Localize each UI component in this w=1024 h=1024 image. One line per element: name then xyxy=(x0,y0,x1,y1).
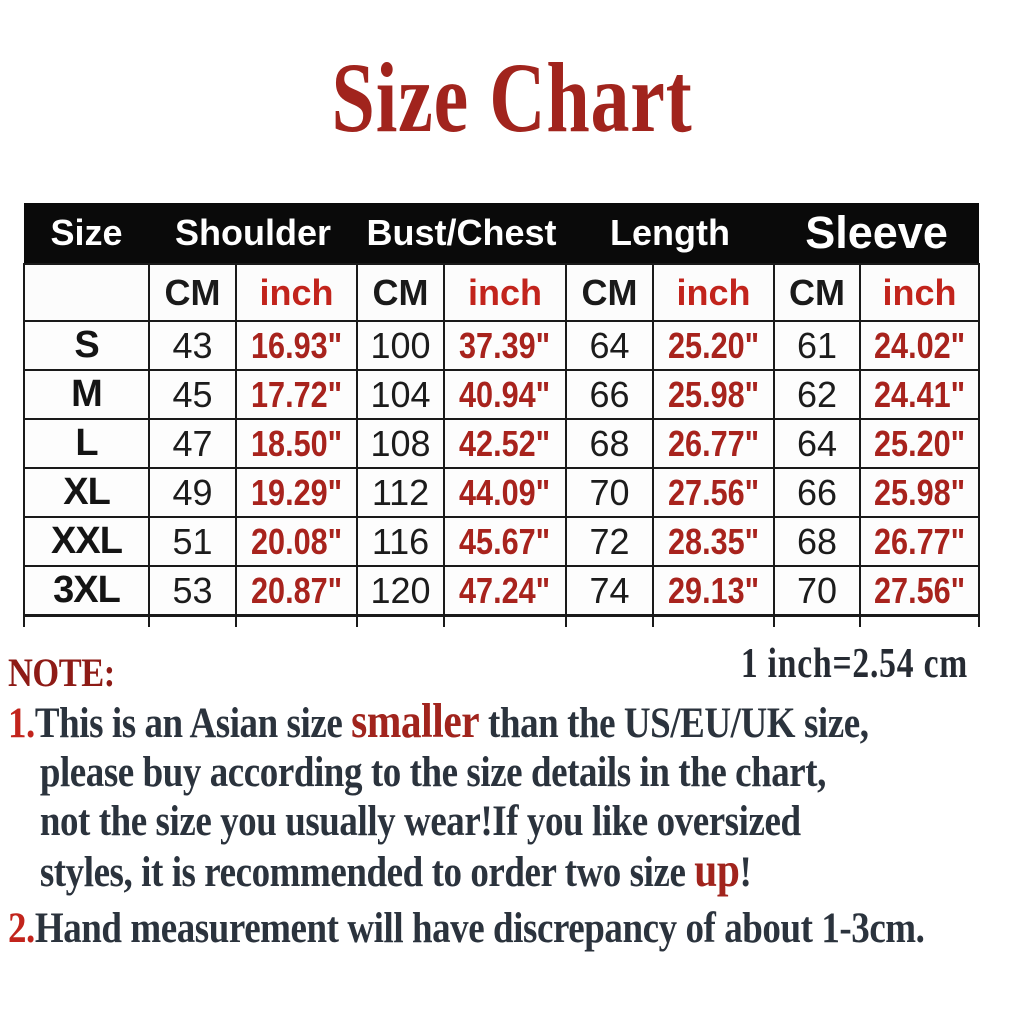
table-row xyxy=(24,566,979,616)
inch-value-cell: 42.52" xyxy=(444,419,566,468)
inch-value-cell: 29.13" xyxy=(653,566,774,616)
inch-value-cell: 20.08" xyxy=(236,517,357,566)
inch-value-cell: 45.67" xyxy=(444,517,566,566)
table-row xyxy=(24,468,979,517)
inch-value-cell: 28.35" xyxy=(653,517,774,566)
size-cell: 3XL xyxy=(24,566,149,616)
cm-value-cell: 51 xyxy=(149,517,236,566)
cm-value-cell: 45 xyxy=(149,370,236,419)
unit-header-row xyxy=(24,264,979,321)
cm-value-cell: 47 xyxy=(149,419,236,468)
header-band-row xyxy=(24,203,979,264)
col-header-shoulder: Shoulder xyxy=(149,203,357,264)
note-line: 2.Hand measurement will have discrepancy of about 1-3cm. xyxy=(8,905,925,952)
inch-value-cell: 27.56" xyxy=(653,468,774,517)
size-cell: XXL xyxy=(24,517,149,566)
col-header-length: Length xyxy=(566,203,774,264)
unit-cell-inch: inch xyxy=(444,264,566,321)
inch-value-cell: 44.09" xyxy=(444,468,566,517)
inch-value-cell: 17.72" xyxy=(236,370,357,419)
col-header-size: Size xyxy=(24,203,149,264)
col-header-bust-chest: Bust/Chest xyxy=(357,203,566,264)
inch-value-cell: 25.20" xyxy=(653,321,774,370)
table-row xyxy=(24,517,979,566)
cm-value-cell: 43 xyxy=(149,321,236,370)
size-cell: XL xyxy=(24,468,149,517)
note-heading: NOTE: xyxy=(8,650,115,695)
size-cell: S xyxy=(24,321,149,370)
cm-value-cell: 68 xyxy=(774,517,860,566)
page-title: Size Chart xyxy=(331,42,693,153)
cm-value-cell: 72 xyxy=(566,517,653,566)
inch-value-cell: 24.41" xyxy=(860,370,979,419)
cm-value-cell: 64 xyxy=(566,321,653,370)
size-cell: M xyxy=(24,370,149,419)
unit-cell-inch: inch xyxy=(236,264,357,321)
inch-value-cell: 26.77" xyxy=(653,419,774,468)
inch-value-cell: 47.24" xyxy=(444,566,566,616)
note-line: not the size you usually wear!If you like oversized xyxy=(39,798,801,845)
cm-value-cell: 64 xyxy=(774,419,860,468)
cm-value-cell: 62 xyxy=(774,370,860,419)
unit-cell-inch: inch xyxy=(860,264,979,321)
size-cell: L xyxy=(24,419,149,468)
inch-value-cell: 19.29" xyxy=(236,468,357,517)
inch-value-cell: 25.20" xyxy=(860,419,979,468)
cm-value-cell: 112 xyxy=(357,468,444,517)
inch-value-cell: 25.98" xyxy=(653,370,774,419)
cm-value-cell: 70 xyxy=(774,566,860,616)
inch-value-cell: 18.50" xyxy=(236,419,357,468)
cm-value-cell: 100 xyxy=(357,321,444,370)
unit-cell-cm: CM xyxy=(774,264,860,321)
size-table xyxy=(23,203,980,627)
cm-value-cell: 68 xyxy=(566,419,653,468)
cm-value-cell: 120 xyxy=(357,566,444,616)
cm-value-cell: 53 xyxy=(149,566,236,616)
inch-value-cell: 40.94" xyxy=(444,370,566,419)
col-header-sleeve: Sleeve xyxy=(774,203,979,264)
cm-value-cell: 66 xyxy=(566,370,653,419)
inch-value-cell: 26.77" xyxy=(860,517,979,566)
inch-value-cell: 37.39" xyxy=(444,321,566,370)
cm-value-cell: 70 xyxy=(566,468,653,517)
cm-value-cell: 108 xyxy=(357,419,444,468)
unit-cell-cm: CM xyxy=(357,264,444,321)
unit-cell-blank xyxy=(24,264,149,321)
inch-cm-conversion-note: 1 inch=2.54 cm xyxy=(740,641,968,687)
note-line: styles, it is recommended to order two size up! xyxy=(39,844,752,897)
table-row xyxy=(24,419,979,468)
cm-value-cell: 66 xyxy=(774,468,860,517)
table-row xyxy=(24,370,979,419)
inch-value-cell: 20.87" xyxy=(236,566,357,616)
note-list xyxy=(8,648,1024,953)
cm-value-cell: 49 xyxy=(149,468,236,517)
unit-cell-cm: CM xyxy=(566,264,653,321)
unit-cell-inch: inch xyxy=(653,264,774,321)
cm-value-cell: 116 xyxy=(357,517,444,566)
note-line: please buy according to the size details in the chart, xyxy=(39,749,826,796)
table-row xyxy=(24,321,979,370)
note-line: 1.This is an Asian size smaller than the US/EU/UK size, xyxy=(8,695,869,748)
inch-value-cell: 16.93" xyxy=(236,321,357,370)
inch-value-cell: 27.56" xyxy=(860,566,979,616)
stub-row xyxy=(24,616,979,628)
unit-cell-cm: CM xyxy=(149,264,236,321)
cm-value-cell: 104 xyxy=(357,370,444,419)
inch-value-cell: 24.02" xyxy=(860,321,979,370)
cm-value-cell: 74 xyxy=(566,566,653,616)
inch-value-cell: 25.98" xyxy=(860,468,979,517)
cm-value-cell: 61 xyxy=(774,321,860,370)
